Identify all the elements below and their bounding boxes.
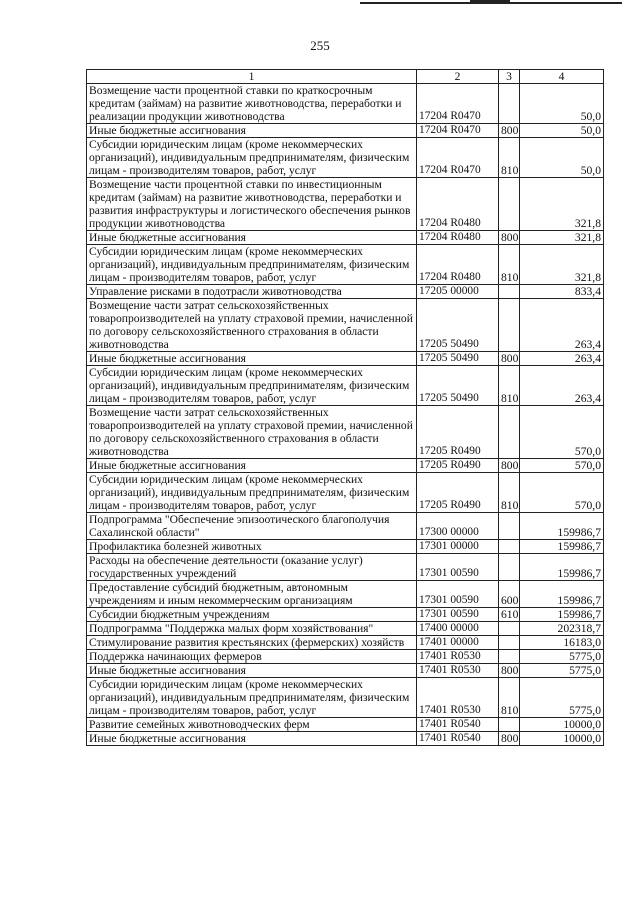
row-type [499, 622, 520, 636]
header-col-2: 2 [417, 70, 499, 84]
row-type: 610 [499, 608, 520, 622]
row-code: 17301 00000 [417, 540, 499, 554]
table-row [87, 650, 604, 664]
row-code: 17204 R0480 [417, 178, 499, 231]
row-code: 17401 R0540 [417, 732, 499, 746]
row-name: Возмещение части затрат сельскохозяйственных товаропроизводителей на уплату страховой премии, начисленной по договору сельскохозяйственного страхования в области животноводства [87, 406, 417, 459]
row-code: 17205 50490 [417, 299, 499, 352]
row-amount: 5775,0 [520, 664, 604, 678]
table-row [87, 406, 604, 459]
row-name: Развитие семейных животноводческих ферм [87, 718, 417, 732]
row-type [499, 540, 520, 554]
row-type: 800 [499, 732, 520, 746]
row-code: 17205 50490 [417, 366, 499, 406]
row-type [499, 718, 520, 732]
table-row [87, 636, 604, 650]
row-code: 17301 00590 [417, 581, 499, 608]
row-code: 17204 R0470 [417, 124, 499, 138]
table-row [87, 473, 604, 513]
row-code: 17205 R0490 [417, 406, 499, 459]
row-amount: 202318,7 [520, 622, 604, 636]
table-row [87, 84, 604, 124]
row-name: Подпрограмма "Обеспечение эпизоотического благополучия Сахалинской области" [87, 513, 417, 540]
budget-table-container [86, 69, 603, 746]
row-type [499, 513, 520, 540]
row-name: Расходы на обеспечение деятельности (оказание услуг) государственных учреждений [87, 554, 417, 581]
row-type [499, 554, 520, 581]
row-name: Иные бюджетные ассигнования [87, 459, 417, 473]
row-code: 17401 R0530 [417, 650, 499, 664]
table-row [87, 138, 604, 178]
row-amount: 263,4 [520, 366, 604, 406]
row-type [499, 299, 520, 352]
row-type: 800 [499, 231, 520, 245]
table-row [87, 124, 604, 138]
row-code: 17205 R0490 [417, 459, 499, 473]
row-name: Возмещение части затрат сельскохозяйственных товаропроизводителей на уплату страховой премии, начисленной по договору сельскохозяйственного страхования в области животноводства [87, 299, 417, 352]
row-amount: 10000,0 [520, 732, 604, 746]
row-type: 810 [499, 473, 520, 513]
row-amount: 570,0 [520, 406, 604, 459]
row-amount: 5775,0 [520, 650, 604, 664]
row-code: 17205 00000 [417, 285, 499, 299]
header-col-3: 3 [499, 70, 520, 84]
row-name: Возмещение части процентной ставки по краткосрочным кредитам (займам) на развитие животноводства, переработки и реализации продукции животноводства [87, 84, 417, 124]
row-code: 17400 00000 [417, 622, 499, 636]
row-name: Иные бюджетные ассигнования [87, 732, 417, 746]
table-row [87, 366, 604, 406]
header-col-4: 4 [520, 70, 604, 84]
table-row [87, 540, 604, 554]
row-name: Управление рисками в подотрасли животноводства [87, 285, 417, 299]
header-row [87, 70, 604, 84]
row-name: Стимулирование развития крестьянских (фермерских) хозяйств [87, 636, 417, 650]
row-code: 17401 R0540 [417, 718, 499, 732]
row-type: 800 [499, 459, 520, 473]
row-amount: 263,4 [520, 352, 604, 366]
budget-table [86, 69, 604, 746]
table-row [87, 299, 604, 352]
row-name: Субсидии юридическим лицам (кроме некоммерческих организаций), индивидуальным предпринимателям, физическим лицам - производителям товаров, работ, услуг [87, 245, 417, 285]
row-type: 810 [499, 245, 520, 285]
row-name: Иные бюджетные ассигнования [87, 231, 417, 245]
row-amount: 50,0 [520, 84, 604, 124]
page-number: 255 [310, 38, 330, 53]
row-amount: 570,0 [520, 459, 604, 473]
row-type [499, 650, 520, 664]
row-amount: 159986,7 [520, 513, 604, 540]
row-amount: 50,0 [520, 138, 604, 178]
row-code: 17301 00590 [417, 608, 499, 622]
table-row [87, 732, 604, 746]
row-name: Субсидии юридическим лицам (кроме некоммерческих организаций), индивидуальным предпринимателям, физическим лицам - производителям товаров, работ, услуг [87, 473, 417, 513]
row-amount: 159986,7 [520, 608, 604, 622]
row-type [499, 636, 520, 650]
row-name: Субсидии юридическим лицам (кроме некоммерческих организаций), индивидуальным предпринимателям, физическим лицам - производителям товаров, работ, услуг [87, 678, 417, 718]
table-row [87, 245, 604, 285]
row-type [499, 178, 520, 231]
table-row [87, 664, 604, 678]
table-row [87, 608, 604, 622]
row-amount: 321,8 [520, 178, 604, 231]
row-type: 800 [499, 352, 520, 366]
row-name: Поддержка начинающих фермеров [87, 650, 417, 664]
row-type [499, 285, 520, 299]
top-border-mark [470, 0, 510, 4]
row-type: 600 [499, 581, 520, 608]
row-code: 17401 00000 [417, 636, 499, 650]
row-amount: 570,0 [520, 473, 604, 513]
table-row [87, 459, 604, 473]
row-type: 800 [499, 124, 520, 138]
row-code: 17204 R0480 [417, 231, 499, 245]
row-name: Подпрограмма "Поддержка малых форм хозяйствования" [87, 622, 417, 636]
row-name: Возмещение части процентной ставки по инвестиционным кредитам (займам) на развитие животноводства, переработки и развития инфраструктуры и логистического обеспечения рынков продукции животноводства [87, 178, 417, 231]
table-row [87, 581, 604, 608]
row-amount: 159986,7 [520, 540, 604, 554]
row-code: 17204 R0470 [417, 138, 499, 178]
row-code: 17401 R0530 [417, 664, 499, 678]
row-code: 17204 R0470 [417, 84, 499, 124]
row-amount: 16183,0 [520, 636, 604, 650]
row-name: Субсидии юридическим лицам (кроме некоммерческих организаций), индивидуальным предпринимателям, физическим лицам - производителям товаров, работ, услуг [87, 138, 417, 178]
table-row [87, 554, 604, 581]
row-type: 810 [499, 678, 520, 718]
row-code: 17204 R0480 [417, 245, 499, 285]
row-amount: 263,4 [520, 299, 604, 352]
row-type: 810 [499, 366, 520, 406]
table-row [87, 622, 604, 636]
table-row [87, 285, 604, 299]
row-code: 17401 R0530 [417, 678, 499, 718]
row-amount: 321,8 [520, 231, 604, 245]
row-code: 17300 00000 [417, 513, 499, 540]
table-row [87, 678, 604, 718]
header-col-1: 1 [87, 70, 417, 84]
row-amount: 10000,0 [520, 718, 604, 732]
row-amount: 321,8 [520, 245, 604, 285]
row-name: Профилактика болезней животных [87, 540, 417, 554]
row-amount: 50,0 [520, 124, 604, 138]
table-body [87, 84, 604, 746]
row-amount: 5775,0 [520, 678, 604, 718]
row-code: 17205 R0490 [417, 473, 499, 513]
row-type: 800 [499, 664, 520, 678]
table-row [87, 352, 604, 366]
row-code: 17301 00590 [417, 554, 499, 581]
row-name: Иные бюджетные ассигнования [87, 352, 417, 366]
row-amount: 159986,7 [520, 581, 604, 608]
row-type [499, 84, 520, 124]
table-row [87, 178, 604, 231]
row-name: Иные бюджетные ассигнования [87, 124, 417, 138]
row-type [499, 406, 520, 459]
row-code: 17205 50490 [417, 352, 499, 366]
row-name: Субсидии бюджетным учреждениям [87, 608, 417, 622]
row-name: Предоставление субсидий бюджетным, автономным учреждениям и иным некоммерческим организациям [87, 581, 417, 608]
table-row [87, 718, 604, 732]
table-row [87, 513, 604, 540]
table-header [87, 70, 604, 84]
row-name: Субсидии юридическим лицам (кроме некоммерческих организаций), индивидуальным предпринимателям, физическим лицам - производителям товаров, работ, услуг [87, 366, 417, 406]
row-amount: 833,4 [520, 285, 604, 299]
row-type: 810 [499, 138, 520, 178]
row-amount: 159986,7 [520, 554, 604, 581]
row-name: Иные бюджетные ассигнования [87, 664, 417, 678]
table-row [87, 231, 604, 245]
